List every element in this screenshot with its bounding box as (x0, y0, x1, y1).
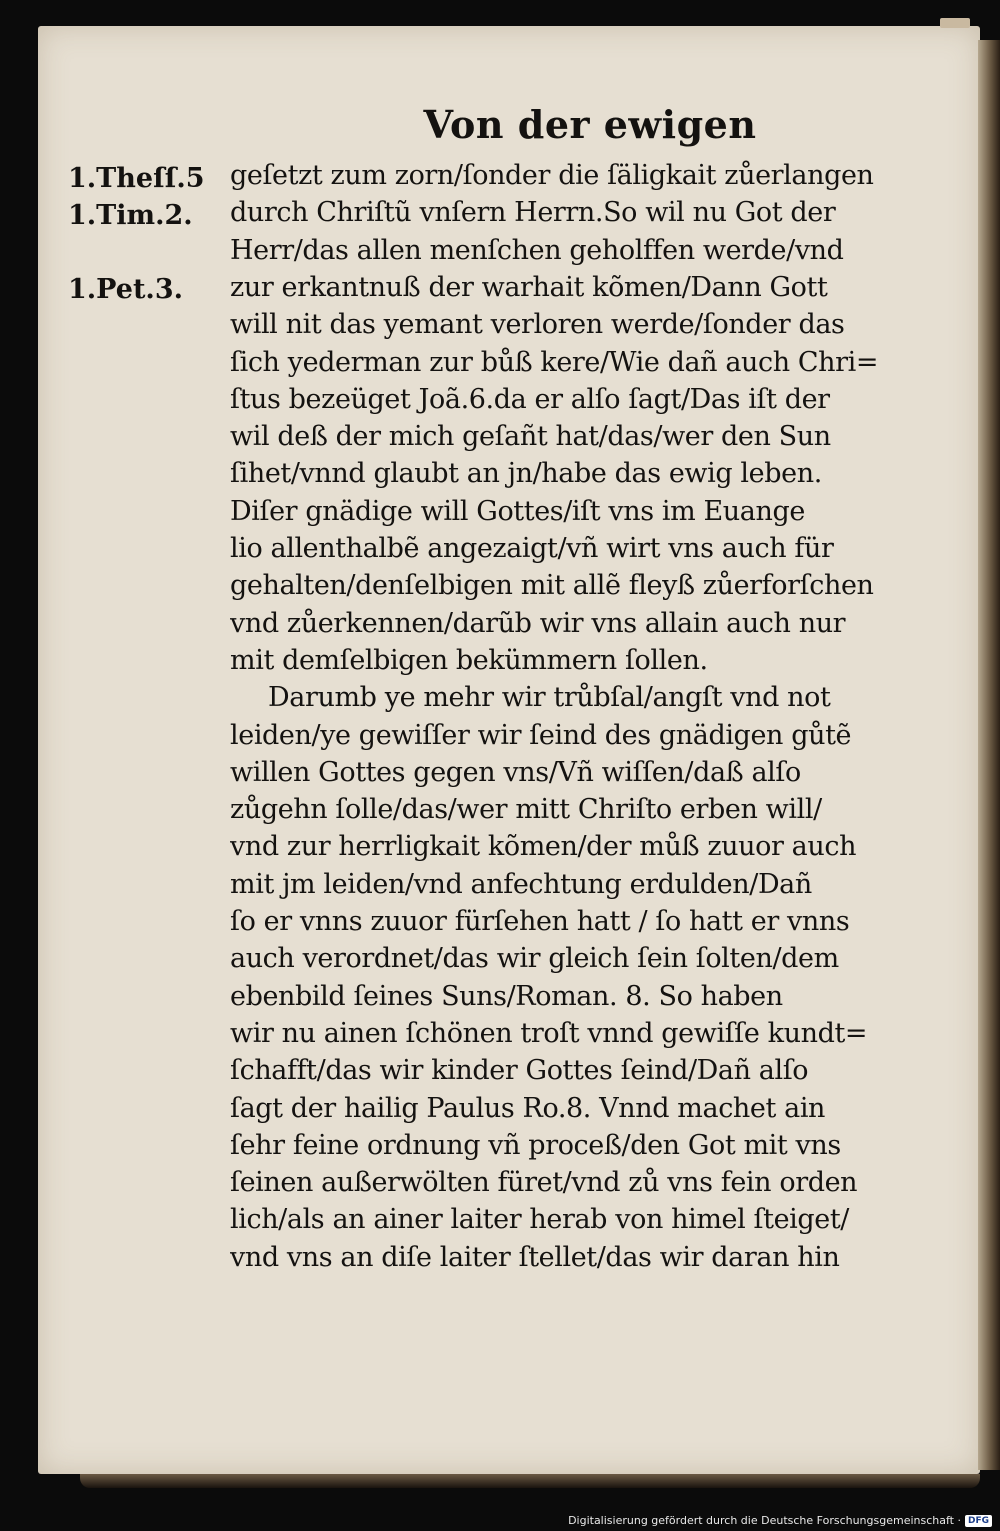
text-line: ſeinen außerwölten füret/vnd zů vns fein orden (230, 1167, 858, 1198)
dfg-logo: DFG (965, 1515, 992, 1527)
footer-text: Digitalisierung gefördert durch die Deutsche Forschungsgemeinschaft · (568, 1514, 961, 1527)
margin-note-tim: 1.Tim.2. (68, 200, 193, 231)
page-bottom-edge (80, 1474, 980, 1488)
text-line: geſetzt zum zorn/ſonder die ſäligkait zůerlangen (230, 160, 874, 191)
text-line: ſagt der hailig Paulus Ro.8. Vnnd machet ain (230, 1093, 826, 1124)
text-line: lio allenthalbẽ angezaigt/vñ wirt vns auch für (230, 533, 834, 564)
text-line: wir nu ainen ſchönen troſt vnnd gewiſſe kundt= (230, 1018, 868, 1049)
text-line: durch Chriſtũ vnſern Herrn.So wil nu Got der (230, 197, 836, 228)
footer (568, 1514, 992, 1527)
text-line: willen Gottes gegen vns/Vñ wiſſen/daß alſo (230, 757, 801, 788)
text-line: lich/als an ainer laiter herab von himel ſteiget/ (230, 1204, 850, 1235)
text-line: ebenbild ſeines Suns/Roman. 8. So haben (230, 981, 783, 1012)
text-line: ſihet/vnnd glaubt an jn/habe das ewig leben. (230, 458, 822, 489)
text-line: leiden/ye gewiſſer wir ſeind des gnädigen gůtẽ (230, 720, 852, 751)
page-edge (978, 40, 1000, 1470)
text-line: Darumb ye mehr wir trůbſal/angſt vnd not (268, 682, 831, 713)
running-head: Von der ewigen (423, 102, 757, 147)
text-line: mit demſelbigen bekümmern ſollen. (230, 645, 708, 676)
color-ruler (940, 18, 970, 28)
text-line: zůgehn ſolle/das/wer mitt Chriſto erben will/ (230, 794, 822, 825)
text-line: wil deß der mich geſañt hat/das/wer den Sun (230, 421, 831, 452)
text-line: vnd zur herrligkait kõmen/der můß zuuor auch (230, 831, 857, 862)
text-line: gehalten/denſelbigen mit allẽ fleyß zůerforſchen (230, 570, 874, 601)
text-line: Diſer gnädige will Gottes/iſt vns im Euange (230, 496, 805, 527)
text-line: Herr/das allen menſchen geholffen werde/vnd (230, 235, 844, 266)
margin-note-pet: 1.Pet.3. (68, 274, 184, 305)
margin-note-thess: 1.Theſſ.5 (68, 163, 205, 194)
text-line: ſtus bezeüget Joã.6.da er alſo ſagt/Das iſt der (230, 384, 830, 415)
text-line: vnd vns an diſe laiter ſtellet/das wir daran hin (230, 1242, 840, 1273)
text-line: auch verordnet/das wir gleich ſein ſolten/dem (230, 943, 839, 974)
text-line: mit jm leiden/vnd anfechtung erdulden/Dañ (230, 869, 812, 900)
text-line: ſich yederman zur bůß kere/Wie dañ auch Chri= (230, 347, 879, 378)
text-line: zur erkantnuß der warhait kõmen/Dann Gott (230, 272, 828, 303)
text-line: ſchafft/das wir kinder Gottes ſeind/Dañ alſo (230, 1055, 809, 1086)
text-line: will nit das yemant verloren werde/ſonder das (230, 309, 845, 340)
text-line: ſo er vnns zuuor fürſehen hatt / ſo hatt er vnns (230, 906, 850, 937)
text-line: vnd zůerkennen/darũb wir vns allain auch nur (230, 608, 846, 639)
text-line: ſehr feine ordnung vñ proceß/den Got mit vns (230, 1130, 841, 1161)
